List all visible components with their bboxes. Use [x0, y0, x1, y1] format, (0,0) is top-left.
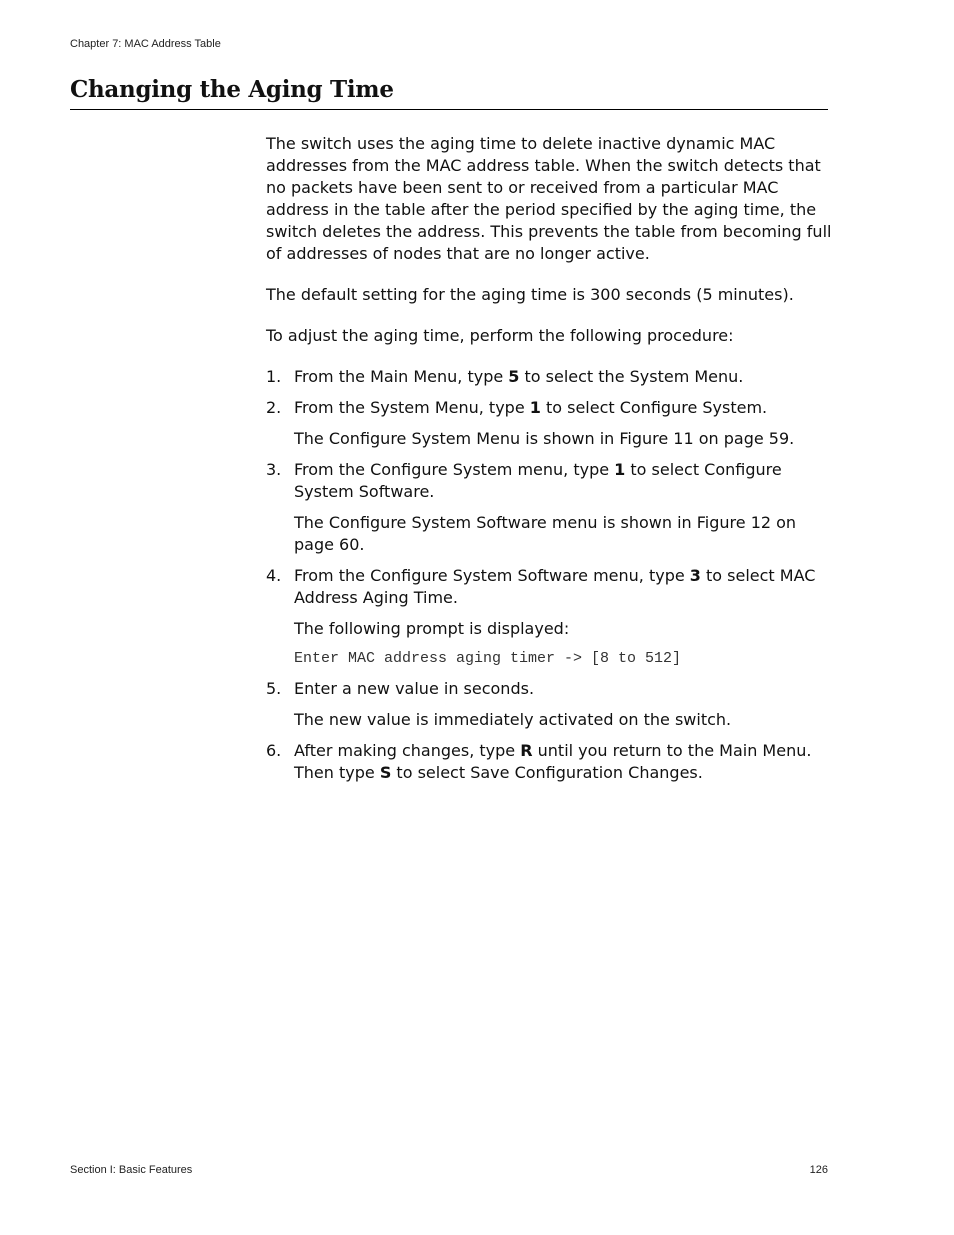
- running-head: Chapter 7: MAC Address Table: [70, 38, 221, 50]
- step-note: The Configure System Menu is shown in Figure 11 on page 59.: [294, 429, 795, 448]
- step-text: Enter a new value in seconds.: [294, 679, 535, 698]
- step-note: The Configure System Software menu is shown in Figure 12 on page 60.: [294, 513, 797, 554]
- key-label: 1: [614, 460, 626, 479]
- step-number: 1.: [266, 367, 282, 386]
- step-number: 5.: [266, 679, 282, 698]
- default-setting-paragraph: The default setting for the aging time is 300 seconds (5 minutes).: [266, 285, 794, 304]
- step-number: 6.: [266, 741, 282, 760]
- procedure-intro-paragraph: To adjust the aging time, perform the following procedure:: [266, 326, 734, 345]
- key-label: 3: [689, 566, 701, 585]
- step-text: From the Main Menu, type 5 to select the System Menu.: [294, 367, 744, 386]
- key-label: R: [520, 741, 533, 760]
- step-1: [266, 366, 832, 388]
- key-label: S: [379, 763, 392, 782]
- step-2: [266, 397, 832, 450]
- step-note: The new value is immediately activated on the switch.: [294, 710, 732, 729]
- step-number: 4.: [266, 566, 282, 585]
- intro-paragraph: The switch uses the aging time to delete inactive dynamic MAC addresses from the MAC address table. When the switch detects that no packets have been sent to or received from a particular MAC address in the table after the period specified by the aging time, the switch deletes the address. This prevents the table from becoming full of addresses of nodes that are no longer active.: [266, 134, 832, 263]
- body-text: [266, 133, 832, 793]
- step-4: [266, 565, 832, 669]
- procedure-steps: [266, 366, 832, 784]
- step-3: [266, 459, 832, 556]
- step-6: [266, 740, 832, 784]
- step-text: From the Configure System Software menu, type 3 to select MAC Address Aging Time.: [294, 566, 816, 607]
- key-label: 1: [529, 398, 541, 417]
- prompt-code: Enter MAC address aging timer -> [8 to 512]: [294, 650, 682, 667]
- step-5: [266, 678, 832, 731]
- step-text: From the Configure System menu, type 1 to select Configure System Software.: [294, 460, 782, 501]
- footer-section: Section I: Basic Features: [70, 1164, 193, 1176]
- step-note: The following prompt is displayed:: [294, 619, 570, 638]
- page-number: 126: [809, 1164, 828, 1176]
- section-title: Changing the Aging Time: [70, 76, 394, 103]
- step-number: 3.: [266, 460, 282, 479]
- step-text: After making changes, type R until you return to the Main Menu. Then type S to select Save Configuration Changes.: [294, 741, 812, 782]
- step-number: 2.: [266, 398, 282, 417]
- step-text: From the System Menu, type 1 to select Configure System.: [294, 398, 768, 417]
- title-rule: [70, 109, 828, 110]
- key-label: 5: [508, 367, 520, 386]
